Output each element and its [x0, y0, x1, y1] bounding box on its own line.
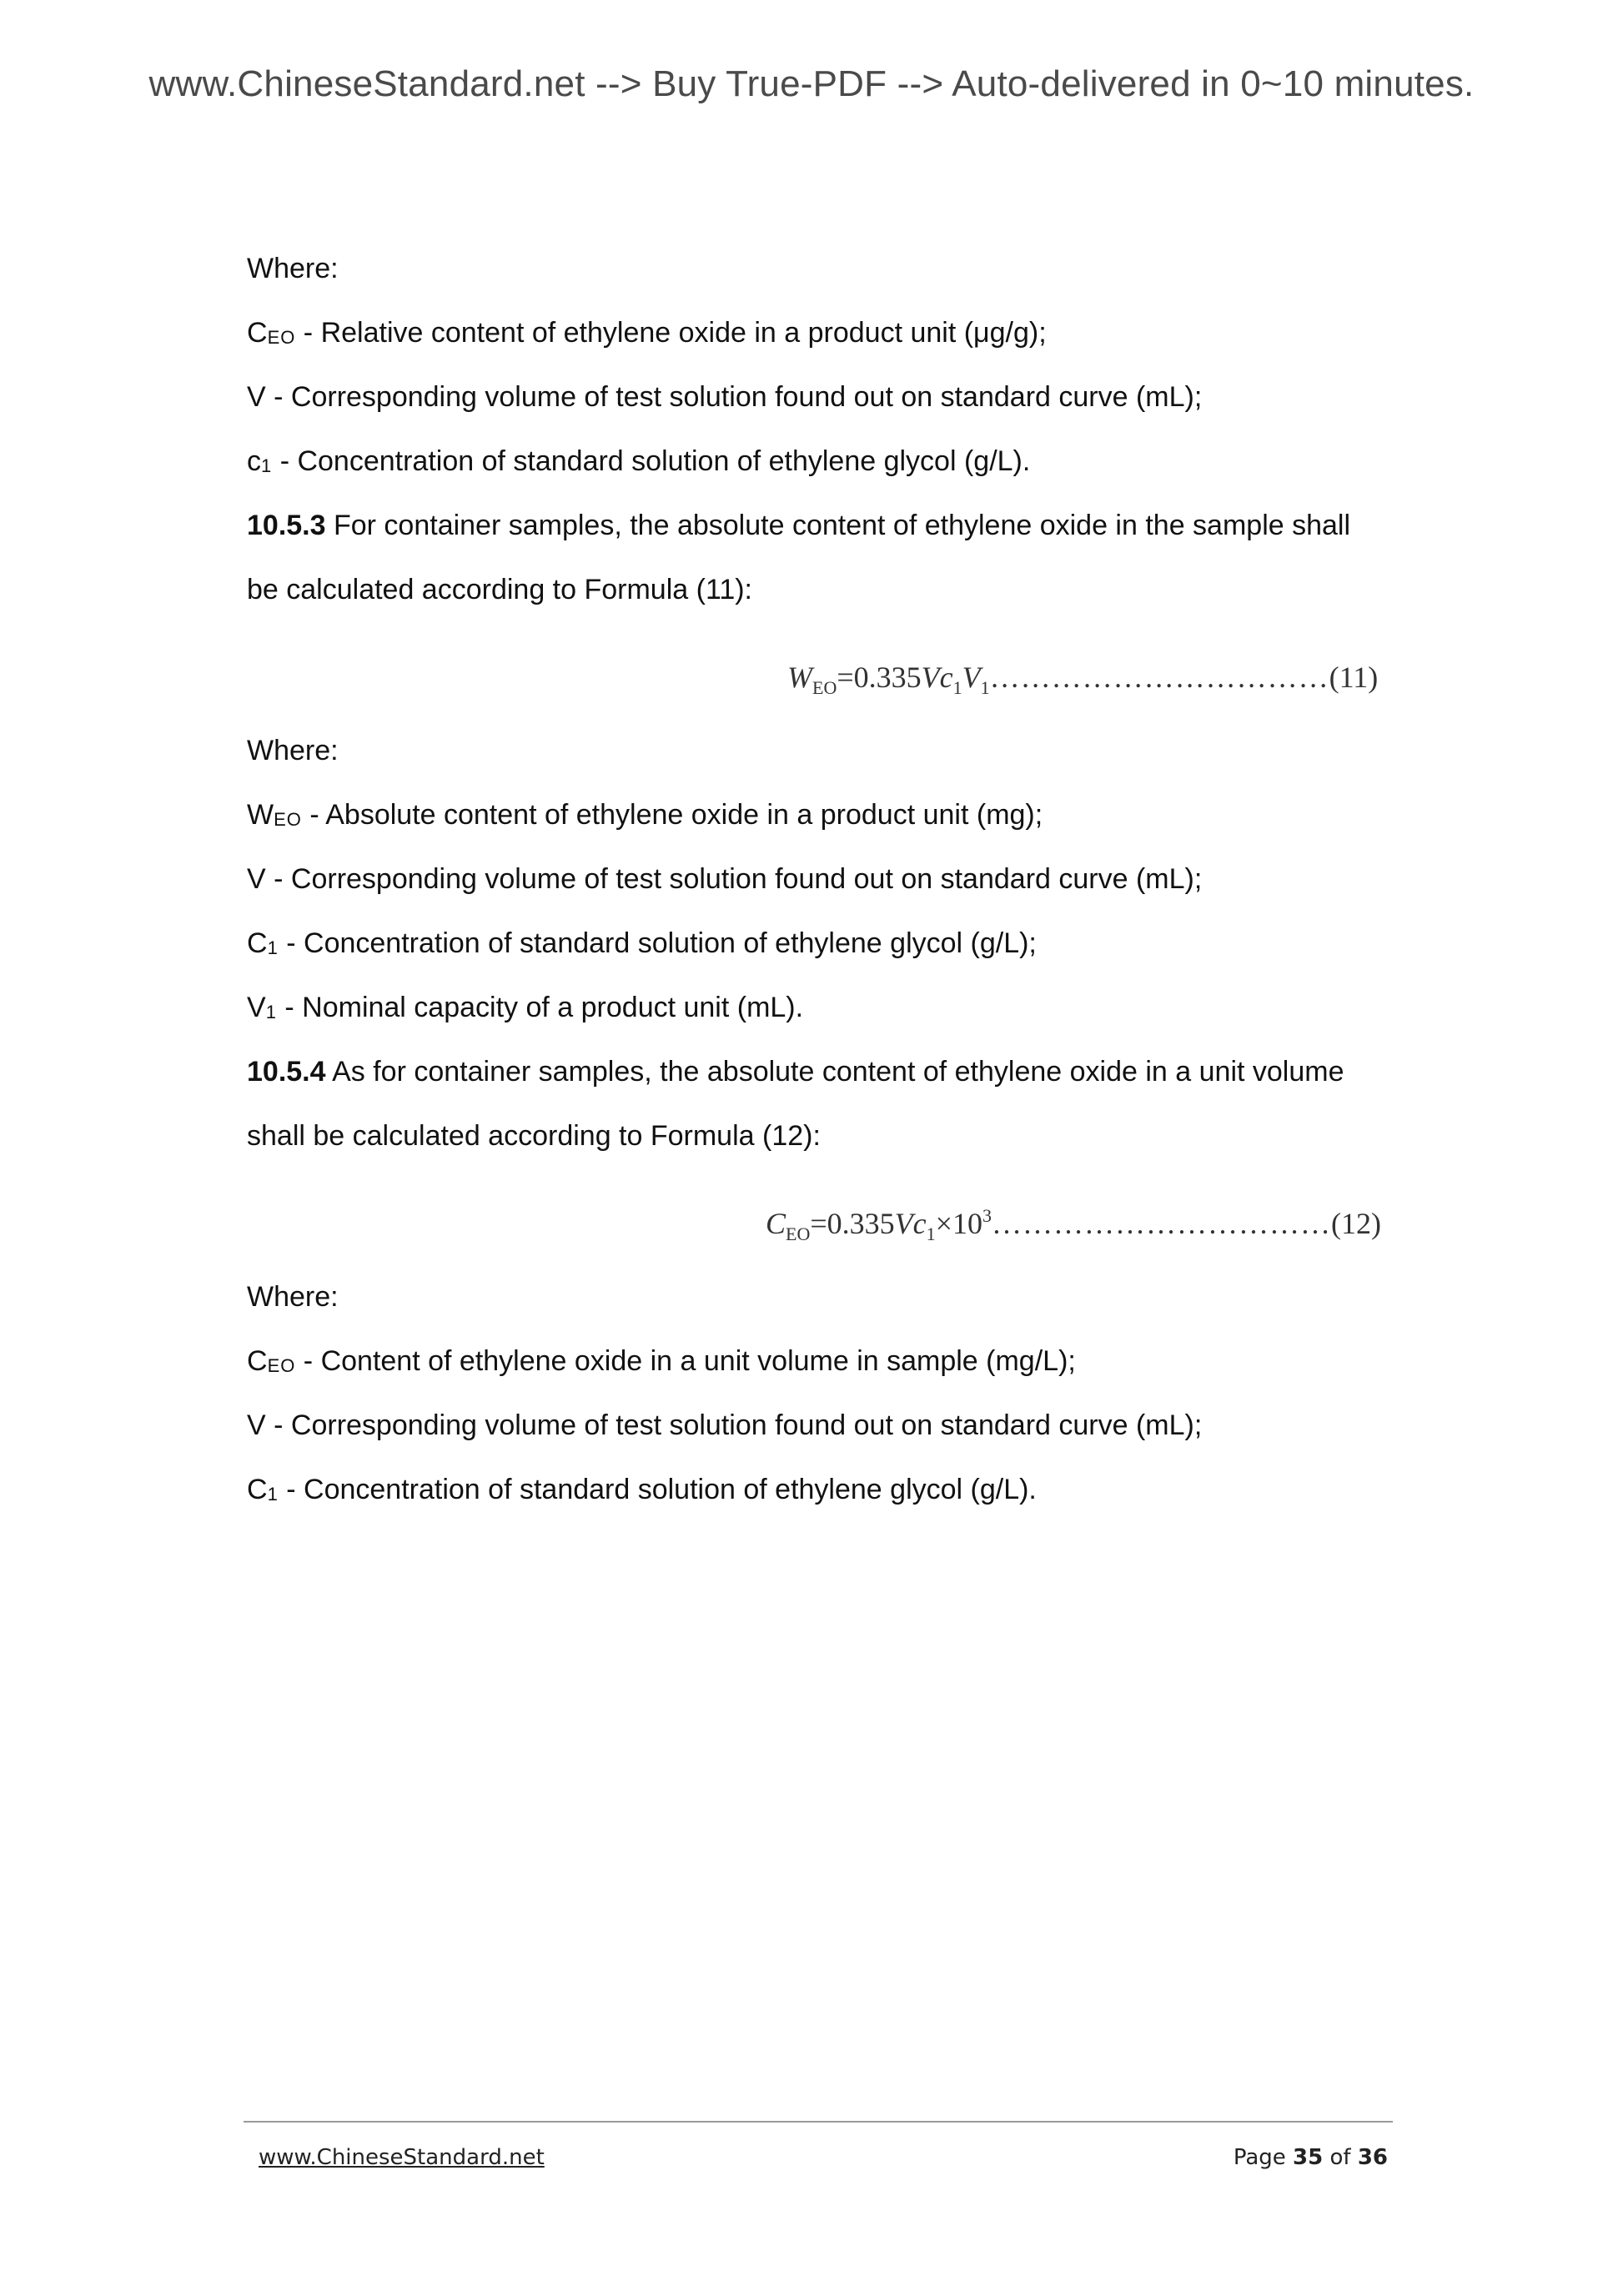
definition-item: CEO - Content of ethylene oxide in a unit volume in sample (mg/L); — [247, 1345, 1076, 1377]
clause-10-5-3-cont: be calculated according to Formula (11): — [247, 574, 753, 605]
formula-12-row — [247, 1168, 1391, 1265]
formula-12: $C_{EO}=0.335Vc_1\times 10^3\dots\dots\dots\dots\dots\dots\dots\dots\dots\dots\dots(12)$ — [766, 1205, 1381, 1244]
top-banner-link[interactable]: www.ChineseStandard.net --> Buy True-PDF --> Auto-delivered in 0~10 minutes. — [148, 63, 1475, 104]
where-label: Where: — [247, 735, 339, 766]
formula-11-row — [247, 622, 1391, 719]
definition-item: V - Corresponding volume of test solution found out on standard curve (mL); — [247, 863, 1203, 895]
clause-number: 10.5.3 — [247, 510, 326, 541]
footer-divider — [244, 2121, 1393, 2123]
definition-item: C1 - Concentration of standard solution of ethylene glycol (g/L). — [247, 1474, 1037, 1505]
clause-10-5-3: 10.5.3 For container samples, the absolute content of ethylene oxide in the sample shall — [247, 510, 1351, 541]
definition-item: V - Corresponding volume of test solution found out on standard curve (mL); — [247, 1409, 1203, 1441]
definition-item: V1 - Nominal capacity of a product unit (mL). — [247, 992, 804, 1023]
clause-number: 10.5.4 — [247, 1056, 326, 1088]
clause-10-5-4: 10.5.4 As for container samples, the absolute content of ethylene oxide in a unit volume — [247, 1056, 1344, 1088]
definition-item: WEO - Absolute content of ethylene oxide in a product unit (mg); — [247, 799, 1043, 831]
footer-link[interactable]: www.ChineseStandard.net — [259, 2145, 545, 2170]
document-body — [247, 237, 1391, 1522]
definition-item: C1 - Concentration of standard solution of ethylene glycol (g/L); — [247, 927, 1037, 959]
page-number: Page 35 of 36 — [1233, 2145, 1388, 2170]
definition-item: V - Corresponding volume of test solution found out on standard curve (mL); — [247, 381, 1203, 413]
where-label: Where: — [247, 253, 339, 284]
definition-item: CEO - Relative content of ethylene oxide in a product unit (μg/g); — [247, 317, 1047, 349]
definition-item: c1 - Concentration of standard solution of ethylene glycol (g/L). — [247, 445, 1031, 477]
formula-11: $W_{EO}=0.335Vc_1V_1\dots\dots\dots\dots\dots\dots\dots\dots\dots\dots\dots(11)$ — [787, 661, 1379, 698]
where-label: Where: — [247, 1281, 339, 1313]
clause-10-5-4-cont: shall be calculated according to Formula (12): — [247, 1120, 821, 1152]
